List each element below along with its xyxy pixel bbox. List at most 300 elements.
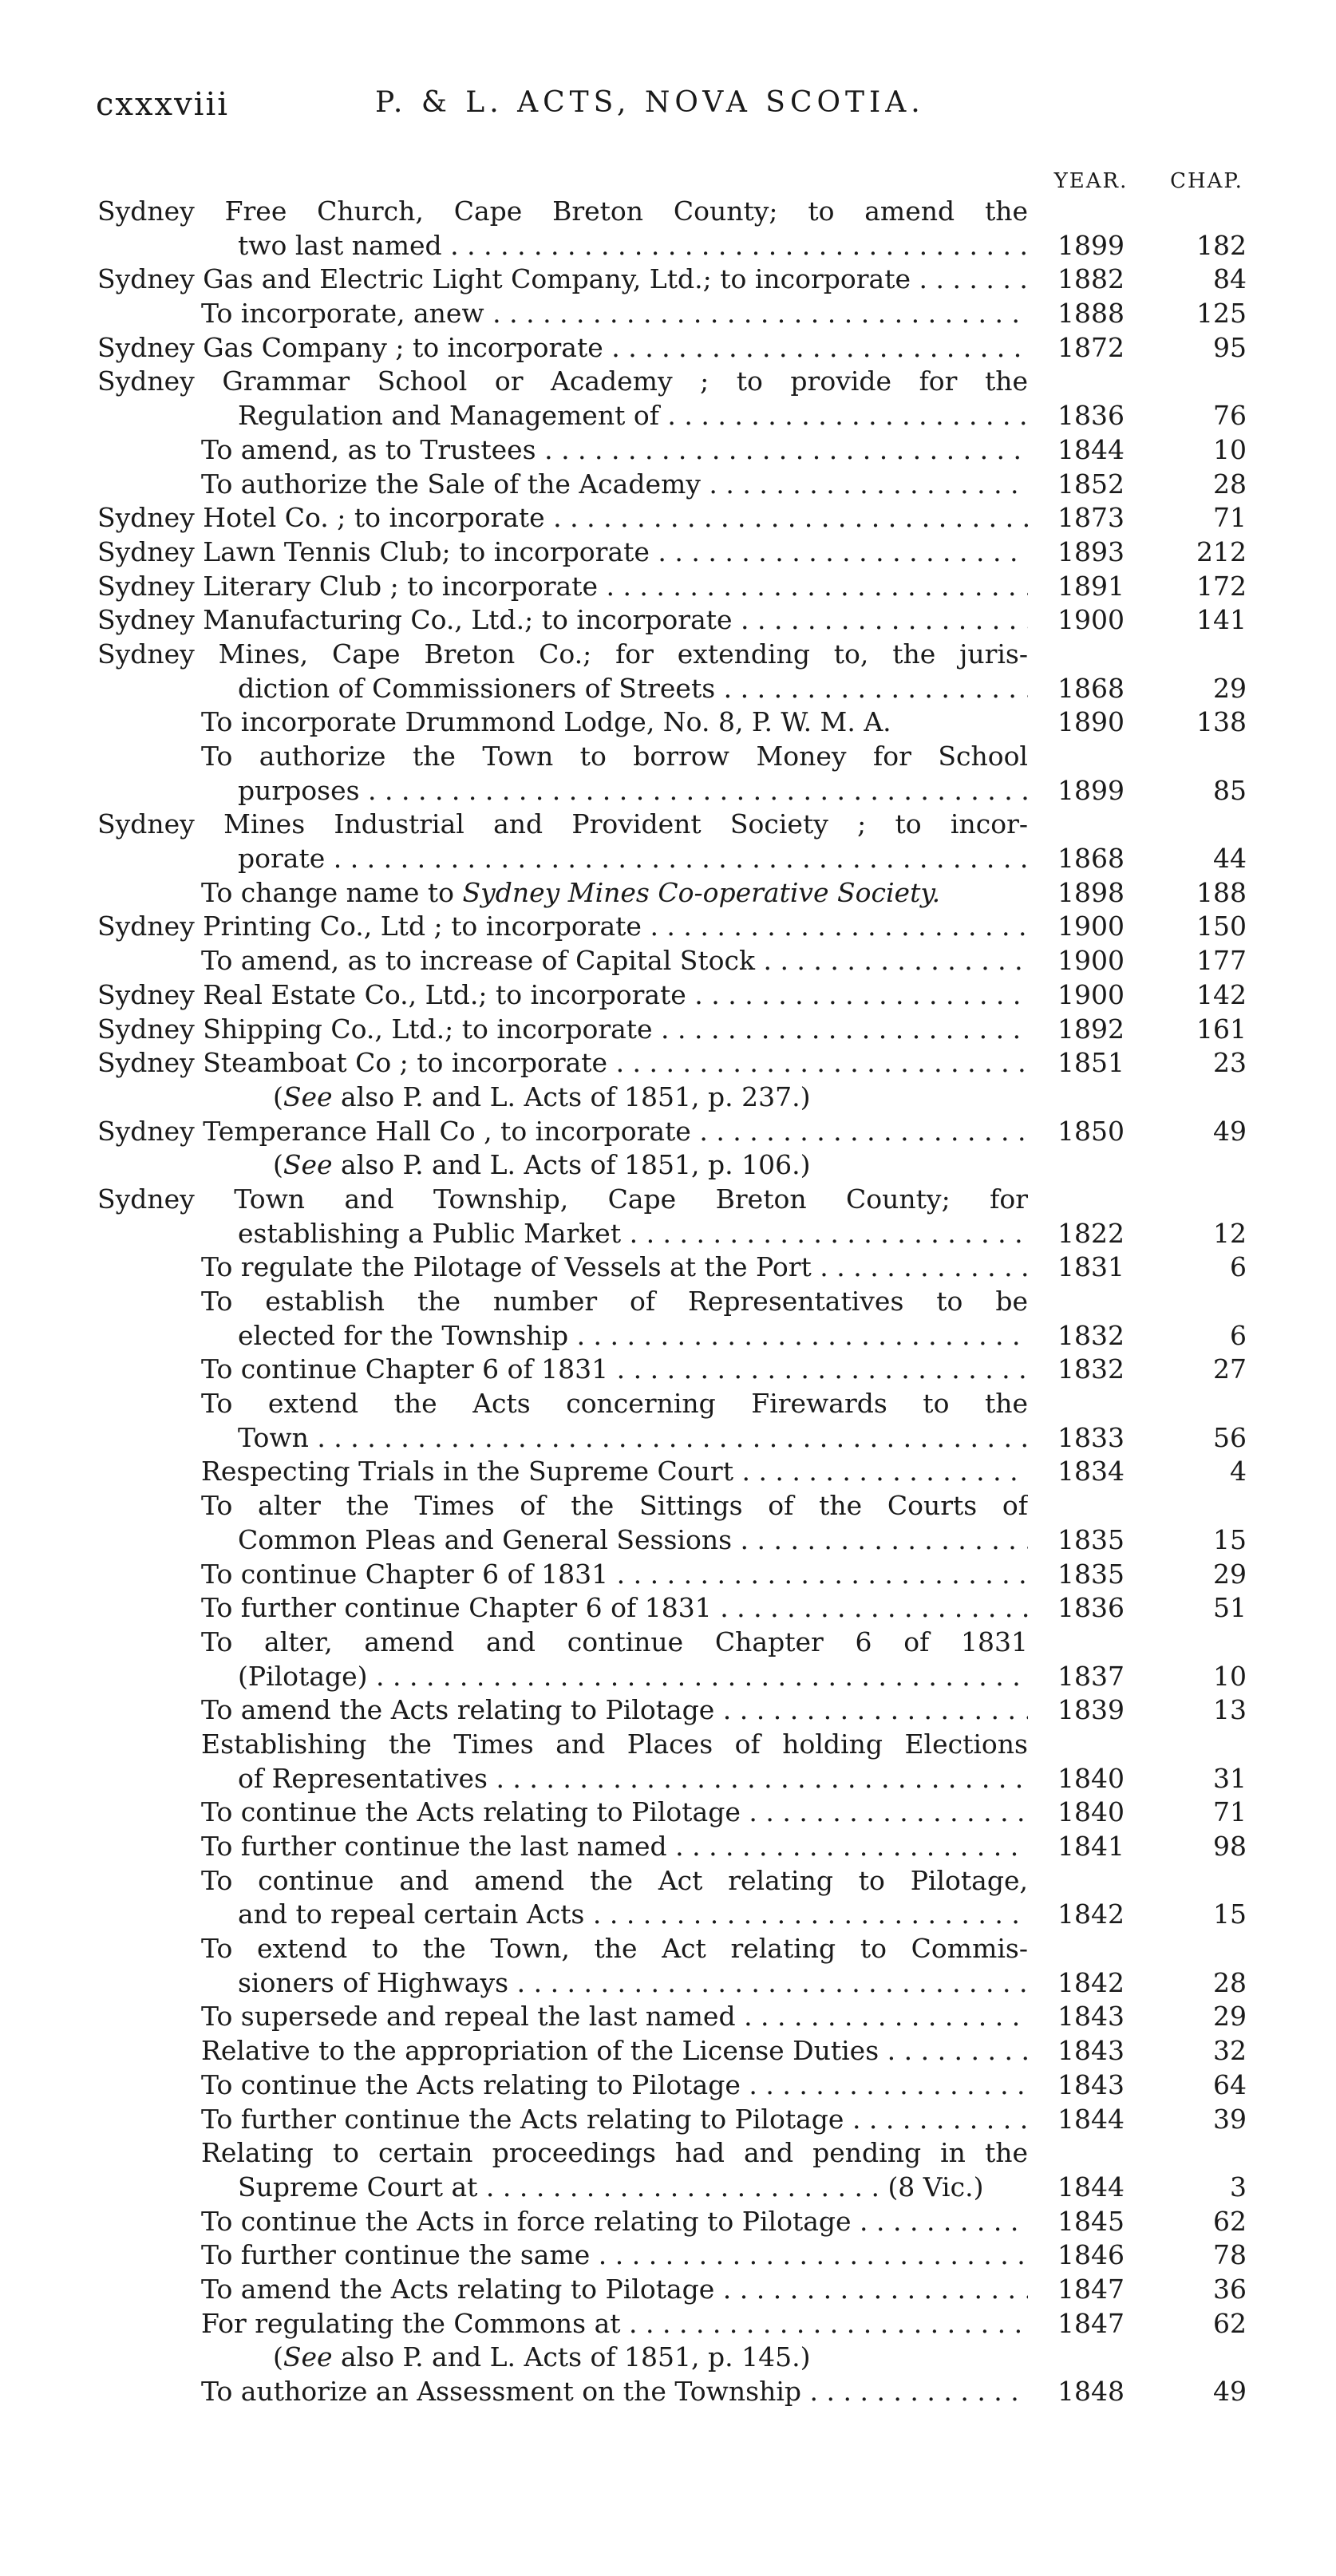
- entry-text: [238, 842, 1028, 876]
- entry-text: [201, 2307, 1028, 2341]
- index-entry: [0, 331, 1336, 365]
- entry-text: [201, 297, 1028, 331]
- index-entry: [0, 638, 1336, 672]
- entry-year: 1822: [1057, 1217, 1125, 1249]
- index-entry: [0, 570, 1336, 604]
- index-entry: [0, 2068, 1336, 2103]
- entry-text: [201, 1455, 1028, 1489]
- index-entry: [0, 944, 1336, 978]
- entry-text-main: Sydney Gas Company ; to incorporate: [97, 331, 603, 363]
- entry-text: [201, 1693, 1028, 1728]
- entry-year: 1848: [1057, 2376, 1125, 2407]
- entry-chapter: 212: [1196, 535, 1247, 567]
- entry-text: [238, 1421, 1028, 1456]
- index-entry: [0, 535, 1336, 570]
- entry-text: [238, 1523, 1028, 1558]
- entry-text-italic: See: [283, 1081, 333, 1112]
- entry-text-main: To extend to the Town, the Act relating to Commis-: [201, 1933, 1028, 1965]
- entry-text: [201, 2136, 1028, 2171]
- entry-year: 1899: [1057, 774, 1125, 806]
- entry-text: [238, 672, 1028, 706]
- entry-text: [201, 1796, 1028, 1830]
- entry-text: [238, 1217, 1028, 1251]
- index-entry: [0, 1898, 1336, 1932]
- entry-text: [201, 740, 1028, 774]
- entry-chapter: 138: [1196, 706, 1247, 738]
- entry-text-main: To authorize the Sale of the Academy: [201, 468, 701, 500]
- entry-year: 1841: [1057, 1831, 1125, 1862]
- entry-year: 1835: [1057, 1558, 1125, 1590]
- entry-text: [201, 2103, 1028, 2137]
- entry-text: [238, 1966, 1028, 2001]
- entry-text-main: To authorize an Assessment on the Township: [201, 2376, 802, 2407]
- entry-year: 1844: [1057, 433, 1125, 465]
- entry-chapter: 49: [1213, 2376, 1247, 2407]
- index-entry: [0, 740, 1336, 774]
- entry-text: [97, 263, 1028, 297]
- entry-text-main: establishing a Public Market: [238, 1217, 622, 1249]
- entry-text-main: of Representatives: [238, 1762, 488, 1794]
- entry-text-main: Sydney Literary Club ; to incorporate: [97, 570, 598, 602]
- entry-text-main: Sydney Lawn Tennis Club; to incorporate: [97, 535, 650, 567]
- index-entry: [0, 1148, 1336, 1183]
- entry-year: 1882: [1057, 263, 1125, 295]
- entry-text-main: porate: [238, 843, 326, 875]
- entry-text: [97, 1183, 1028, 1217]
- entry-text-main: To continue and amend the Act relating to Pilotage,: [201, 1864, 1028, 1896]
- entry-text: [238, 1319, 1028, 1353]
- index-entry: [0, 2341, 1336, 2375]
- entry-text: [238, 399, 1028, 433]
- entry-year: 1833: [1057, 1421, 1125, 1453]
- entry-text: [201, 1387, 1028, 1421]
- entry-year: 1852: [1057, 468, 1125, 500]
- entry-year: 1844: [1057, 2171, 1125, 2203]
- entry-year: 1832: [1057, 1319, 1125, 1351]
- index-entry: [0, 1558, 1336, 1592]
- entry-text-main: Sydney Real Estate Co., Ltd.; to incorporate: [97, 978, 686, 1010]
- entry-chapter: 85: [1213, 774, 1247, 806]
- entry-year: 1891: [1057, 570, 1125, 602]
- entry-text: [97, 365, 1028, 399]
- index-entry: [0, 297, 1336, 331]
- entry-chapter: 27: [1213, 1353, 1247, 1385]
- entry-chapter: 84: [1213, 263, 1247, 295]
- entry-year: 1900: [1057, 911, 1125, 942]
- entry-text-main: Establishing the Times and Places of holding Elections: [201, 1728, 1028, 1760]
- entry-text-main: To alter the Times of the Sittings of the Courts of: [201, 1490, 1028, 1522]
- entry-text: [97, 195, 1028, 229]
- index-entry: [0, 1932, 1336, 1966]
- entry-chapter: 31: [1213, 1762, 1247, 1794]
- entry-chapter: 39: [1213, 2103, 1247, 2135]
- entry-year: 1834: [1057, 1456, 1125, 1488]
- entry-text-main: To change name to: [201, 876, 463, 908]
- entry-text: [238, 229, 1028, 263]
- entry-text: [201, 2000, 1028, 2034]
- entry-chapter: 95: [1213, 331, 1247, 363]
- index-entry: [0, 1115, 1336, 1149]
- entry-text: [201, 1830, 1028, 1864]
- entry-text: [97, 603, 1028, 638]
- entry-year: 1888: [1057, 298, 1125, 330]
- index-entry: [0, 2103, 1336, 2137]
- entry-year: 1835: [1057, 1523, 1125, 1555]
- entry-chapter: 44: [1213, 843, 1247, 875]
- index-entry: [0, 2205, 1336, 2239]
- entry-text-main: To continue the Acts relating to Pilotage: [201, 1796, 741, 1828]
- entry-text: [201, 1591, 1028, 1626]
- entry-chapter: 150: [1196, 911, 1247, 942]
- index-entry: [0, 1966, 1336, 2001]
- entry-year: 1842: [1057, 1898, 1125, 1930]
- entry-text-main: Respecting Trials in the Supreme Court: [201, 1456, 733, 1488]
- entry-text-main: To amend the Acts relating to Pilotage: [201, 1694, 715, 1726]
- entry-text-italic: See: [283, 2341, 333, 2373]
- entry-year: 1847: [1057, 2273, 1125, 2305]
- entry-year: 1868: [1057, 843, 1125, 875]
- entry-text-main: Sydney Mines, Cape Breton Co.; for extending to, the juris-: [97, 638, 1028, 670]
- index-entry: [0, 2171, 1336, 2205]
- entry-text: [201, 2238, 1028, 2273]
- entry-text: [97, 535, 1028, 570]
- entry-chapter: 32: [1213, 2035, 1247, 2067]
- entry-chapter: 6: [1230, 1251, 1247, 1283]
- index-entry: [0, 876, 1336, 911]
- index-entry: [0, 2375, 1336, 2409]
- entry-text: [97, 570, 1028, 604]
- index-entry: [0, 1013, 1336, 1047]
- entry-text-main: For regulating the Commons at: [201, 2307, 621, 2339]
- entry-year: 1839: [1057, 1694, 1125, 1726]
- entry-text-main: To extend the Acts concerning Firewards to the: [201, 1388, 1028, 1420]
- entry-chapter: 36: [1213, 2273, 1247, 2305]
- entry-year: 1840: [1057, 1762, 1125, 1794]
- entry-year: 1836: [1057, 1592, 1125, 1624]
- entry-text-main: To further continue the same: [201, 2239, 591, 2271]
- index-entry: [0, 603, 1336, 638]
- entry-chapter: 62: [1213, 2307, 1247, 2339]
- entry-text-main: To incorporate Drummond Lodge, No. 8, P. W. M. A.: [201, 706, 891, 738]
- index-entry: [0, 195, 1336, 229]
- entry-text-tail: (8 Vic.): [887, 2171, 984, 2203]
- entry-text-main: To continue the Acts in force relating to Pilotage: [201, 2205, 852, 2237]
- index-entry: [0, 2273, 1336, 2307]
- entry-text-main: also P. and L. Acts of 1851, p. 106.): [332, 1149, 811, 1181]
- index-entry: [0, 1796, 1336, 1830]
- index-entry: [0, 229, 1336, 263]
- year-column-header: YEAR.: [1053, 169, 1128, 193]
- entry-text: [97, 808, 1028, 842]
- entry-year: 1898: [1057, 876, 1125, 908]
- index-entry: [0, 1250, 1336, 1285]
- entry-year: 1831: [1057, 1251, 1125, 1283]
- dot-leader: . . . . . . . . . . . . . . . . . . . . . . . .: [477, 2171, 888, 2203]
- entry-text-main: Regulation and Management of: [238, 400, 659, 432]
- index-entry: [0, 1455, 1336, 1489]
- index-entry: [0, 1489, 1336, 1523]
- index-entry: [0, 1387, 1336, 1421]
- index-entry: [0, 1728, 1336, 1762]
- entry-year: 1900: [1057, 945, 1125, 977]
- entry-text: [97, 910, 1028, 944]
- entry-year: 1842: [1057, 1966, 1125, 1998]
- index-entry: [0, 705, 1336, 740]
- entry-text: [97, 1115, 1028, 1149]
- index-entry: [0, 433, 1336, 468]
- entry-text-main: To further continue the last named: [201, 1831, 667, 1862]
- entry-text: [238, 1898, 1028, 1932]
- entry-chapter: 161: [1196, 1013, 1247, 1045]
- entry-chapter: 62: [1213, 2205, 1247, 2237]
- index-entry: [0, 978, 1336, 1013]
- entry-text: [97, 501, 1028, 535]
- index-entry: [0, 501, 1336, 535]
- entry-chapter: 182: [1196, 229, 1247, 261]
- entry-text: [201, 2034, 1028, 2068]
- entry-text: [273, 1081, 810, 1115]
- entry-chapter: 13: [1213, 1694, 1247, 1726]
- entry-text: [201, 2375, 1028, 2409]
- entry-text-main: To continue the Acts relating to Pilotage: [201, 2068, 741, 2100]
- entry-year: 1832: [1057, 1353, 1125, 1385]
- entry-year: 1847: [1057, 2307, 1125, 2339]
- index-entry: [0, 2307, 1336, 2341]
- entry-text-main: To continue Chapter 6 of 1831: [201, 1353, 609, 1385]
- entry-year: 1900: [1057, 604, 1125, 636]
- entry-chapter: 56: [1213, 1421, 1247, 1453]
- index-entry: [0, 1660, 1336, 1694]
- index-entry: [0, 1046, 1336, 1081]
- index-entry: [0, 808, 1336, 842]
- entry-text-main: Relating to certain proceedings had and pending in the: [201, 2137, 1028, 2169]
- entry-chapter: 29: [1213, 672, 1247, 704]
- index-entry: [0, 2136, 1336, 2171]
- entry-year: 1836: [1057, 400, 1125, 432]
- entry-chapter: 141: [1196, 604, 1247, 636]
- entry-year: 1892: [1057, 1013, 1125, 1045]
- entry-year: 1844: [1057, 2103, 1125, 2135]
- index-entry: [0, 1523, 1336, 1558]
- entry-chapter: 23: [1213, 1047, 1247, 1079]
- entry-text: [97, 1046, 1028, 1081]
- entry-chapter: 29: [1213, 1558, 1247, 1590]
- index-entry: [0, 1081, 1336, 1115]
- entry-text-main: To further continue Chapter 6 of 1831: [201, 1592, 712, 1624]
- entry-text: [201, 1864, 1028, 1898]
- entry-chapter: 28: [1213, 1966, 1247, 1998]
- entry-year: 1900: [1057, 978, 1125, 1010]
- index-entry: [0, 1319, 1336, 1353]
- index-entry: [0, 1421, 1336, 1456]
- entry-year: 1873: [1057, 502, 1125, 534]
- index-entry: [0, 1591, 1336, 1626]
- entry-chapter: 188: [1196, 876, 1247, 908]
- entry-chapter: 177: [1196, 945, 1247, 977]
- entry-chapter: 172: [1196, 570, 1247, 602]
- entry-chapter: 142: [1196, 978, 1247, 1010]
- entry-year: 1893: [1057, 535, 1125, 567]
- entry-text-main: Sydney Temperance Hall Co , to incorporate: [97, 1115, 691, 1147]
- index-entry: [0, 672, 1336, 706]
- entry-text-main: To amend, as to Trustees: [201, 433, 536, 465]
- entry-text: [273, 2341, 810, 2375]
- entry-text: [201, 1932, 1028, 1966]
- index-entry: [0, 365, 1336, 399]
- entry-text-italic: See: [283, 1149, 333, 1181]
- index-entry: [0, 263, 1336, 297]
- entry-year: 1846: [1057, 2239, 1125, 2271]
- entry-text-main: To regulate the Pilotage of Vessels at the Port: [201, 1251, 812, 1283]
- entry-text-main: Sydney Grammar School or Academy ; to provide for the: [97, 365, 1028, 397]
- entry-text: [97, 1013, 1028, 1047]
- entry-chapter: 12: [1213, 1217, 1247, 1249]
- entry-text: [201, 1558, 1028, 1592]
- entry-chapter: 125: [1196, 298, 1247, 330]
- entry-chapter: 10: [1213, 433, 1247, 465]
- entry-text: [201, 1353, 1028, 1387]
- entry-text-main: Sydney Mines Industrial and Provident Society ; to incor-: [97, 808, 1028, 840]
- index-entry: [0, 1693, 1336, 1728]
- entry-text: [201, 2068, 1028, 2103]
- entry-year: 1890: [1057, 706, 1125, 738]
- entry-text-main: To incorporate, anew: [201, 298, 484, 330]
- entry-year: 1837: [1057, 1660, 1125, 1692]
- entry-text: [238, 1660, 1028, 1694]
- entry-chapter: 98: [1213, 1831, 1247, 1862]
- entry-text: [97, 331, 1028, 365]
- entry-text-main: and to repeal certain Acts: [238, 1898, 585, 1930]
- entry-year: 1843: [1057, 2001, 1125, 2033]
- index-entry: [0, 1762, 1336, 1796]
- entry-year: 1868: [1057, 672, 1125, 704]
- index-entry: [0, 1864, 1336, 1898]
- entry-text-main: To supersede and repeal the last named: [201, 2001, 736, 2033]
- index-entry: [0, 2034, 1336, 2068]
- entry-chapter: 78: [1213, 2239, 1247, 2271]
- index-entry: [0, 774, 1336, 808]
- entry-text-main: Sydney Printing Co., Ltd ; to incorporate: [97, 911, 642, 942]
- index-entry: [0, 1183, 1336, 1217]
- index-entry: [0, 468, 1336, 502]
- entry-year: 1850: [1057, 1115, 1125, 1147]
- entry-text-main: To further continue the Acts relating to Pilotage: [201, 2103, 844, 2135]
- entry-text-main: two last named: [238, 229, 442, 261]
- page-header: [96, 86, 1261, 134]
- entry-text: [201, 705, 1028, 740]
- entry-text-main: Sydney Town and Township, Cape Breton County; for: [97, 1183, 1028, 1215]
- index-entry: [0, 2000, 1336, 2034]
- entry-text-main: Sydney Hotel Co. ; to incorporate: [97, 502, 545, 534]
- entry-text-main: also P. and L. Acts of 1851, p. 145.): [332, 2341, 811, 2373]
- entry-text-main: Sydney Gas and Electric Light Company, Ltd.; to incorporate: [97, 263, 911, 295]
- entry-chapter: 64: [1213, 2068, 1247, 2100]
- page-number: cxxxviii: [96, 86, 230, 123]
- entry-chapter: 10: [1213, 1660, 1247, 1692]
- entry-text: [238, 2171, 1028, 2205]
- entry-text-italic: Sydney Mines Co-operative Society.: [462, 876, 941, 908]
- entry-year: 1843: [1057, 2068, 1125, 2100]
- index-entry: [0, 1285, 1336, 1319]
- entry-text: [201, 468, 1028, 502]
- running-title: P. & L. ACTS, NOVA SCOTIA.: [375, 86, 925, 119]
- entry-text: [201, 433, 1028, 468]
- index-entry: [0, 1353, 1336, 1387]
- entry-chapter: 49: [1213, 1115, 1247, 1147]
- entry-text: [201, 2205, 1028, 2239]
- entry-chapter: 29: [1213, 2001, 1247, 2033]
- entry-text: [238, 774, 1028, 808]
- entry-text-main: To establish the number of Representatives to be: [201, 1286, 1028, 1317]
- index-entries: [0, 195, 1336, 2409]
- entry-text: [201, 1489, 1028, 1523]
- index-entry: [0, 1830, 1336, 1864]
- entry-chapter: 71: [1213, 502, 1247, 534]
- entry-text: [201, 1728, 1028, 1762]
- entry-text: [201, 944, 1028, 978]
- entry-text-main: Relative to the appropriation of the License Duties: [201, 2035, 879, 2067]
- entry-chapter: 3: [1230, 2171, 1247, 2203]
- entry-text-main: To alter, amend and continue Chapter 6 of 1831: [201, 1626, 1028, 1657]
- entry-chapter: 4: [1230, 1456, 1247, 1488]
- entry-text-main: Sydney Manufacturing Co., Ltd.; to incorporate: [97, 604, 733, 636]
- index-entry: [0, 1217, 1336, 1251]
- entry-text-main: Sydney Free Church, Cape Breton County; to amend the: [97, 196, 1028, 227]
- entry-text: [201, 2273, 1028, 2307]
- entry-chapter: 71: [1213, 1796, 1247, 1828]
- index-entry: [0, 910, 1336, 944]
- entry-chapter: 28: [1213, 468, 1247, 500]
- entry-text-prefix: (: [273, 1149, 283, 1181]
- entry-year: 1872: [1057, 331, 1125, 363]
- entry-year: 1899: [1057, 229, 1125, 261]
- entry-text-main: Sydney Shipping Co., Ltd.; to incorporate: [97, 1013, 653, 1045]
- entry-text: [238, 1762, 1028, 1796]
- entry-text-main: purposes: [238, 774, 360, 806]
- entry-text: [97, 638, 1028, 672]
- entry-text-main: also P. and L. Acts of 1851, p. 237.): [332, 1081, 811, 1112]
- entry-text-main: (Pilotage): [238, 1660, 368, 1692]
- entry-text: [201, 1285, 1028, 1319]
- entry-text-main: Common Pleas and General Sessions: [238, 1523, 733, 1555]
- entry-chapter: 15: [1213, 1523, 1247, 1555]
- entry-text-prefix: (: [273, 1081, 283, 1112]
- entry-chapter: 15: [1213, 1898, 1247, 1930]
- entry-text-main: diction of Commissioners of Streets: [238, 672, 716, 704]
- entry-text-main: elected for the Township: [238, 1319, 569, 1351]
- entry-text: [201, 1626, 1028, 1660]
- index-entry: [0, 2238, 1336, 2273]
- index-entry: [0, 399, 1336, 433]
- chap-column-header: CHAP.: [1170, 169, 1243, 193]
- entry-text-main: sioners of Highways: [238, 1966, 509, 1998]
- entry-chapter: 76: [1213, 400, 1247, 432]
- entry-text: [201, 876, 1028, 911]
- entry-year: 1843: [1057, 2035, 1125, 2067]
- entry-text-main: To amend the Acts relating to Pilotage: [201, 2273, 715, 2305]
- entry-year: 1840: [1057, 1796, 1125, 1828]
- entry-text: [201, 1250, 1028, 1285]
- entry-text-main: Supreme Court at: [238, 2171, 478, 2203]
- index-entry: [0, 1626, 1336, 1660]
- entry-text-main: Town: [238, 1421, 309, 1453]
- entry-year: 1845: [1057, 2205, 1125, 2237]
- entry-text-prefix: (: [273, 2341, 283, 2373]
- entry-text-main: Sydney Steamboat Co ; to incorporate: [97, 1047, 608, 1079]
- entry-year: 1851: [1057, 1047, 1125, 1079]
- entry-text-main: To amend, as to increase of Capital Stock: [201, 945, 755, 977]
- entry-text: [97, 978, 1028, 1013]
